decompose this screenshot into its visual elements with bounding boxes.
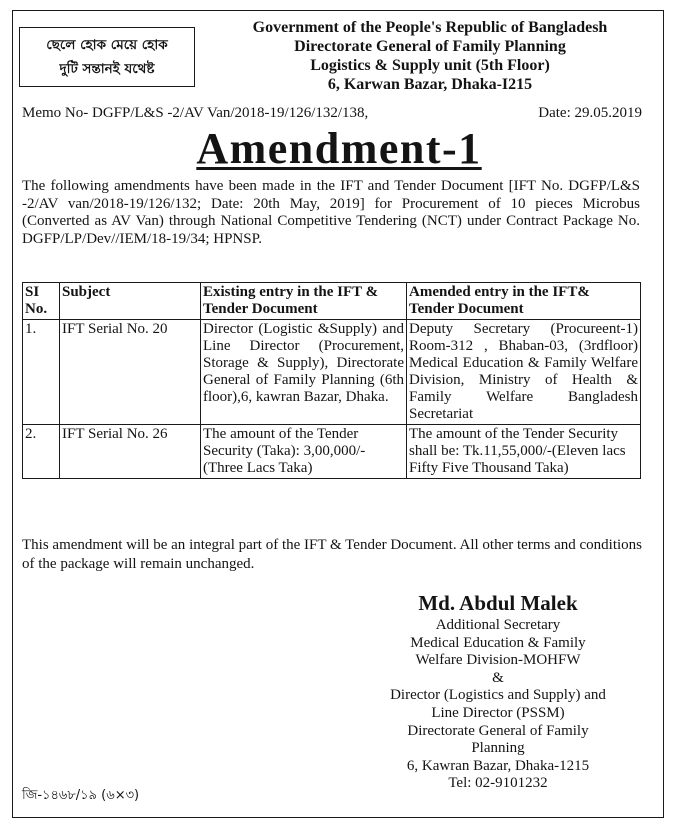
signatory-line: Tel: 02-9101232 <box>448 775 548 792</box>
signatory-line: & <box>492 669 504 686</box>
document-title <box>0 124 678 174</box>
family-planning-slogan-box <box>19 27 195 87</box>
header-subject: Subject <box>60 283 201 320</box>
memo-number: Memo No- DGFP/L&S -2/AV Van/2018-19/126/132/138, <box>22 105 369 121</box>
row-2-existing: The amount of the Tender Security (Taka): 3,00,000/-(Three Lacs Taka) <box>201 425 407 479</box>
table-row <box>23 425 641 479</box>
header-line-1: Government of the People's Republic of Bangladesh <box>252 19 608 36</box>
signatory-name: Md. Abdul Malek <box>418 591 578 615</box>
signatory-line: Additional Secretary <box>435 617 561 633</box>
amendment-table <box>22 282 641 479</box>
row-1-existing: Director (Logistic &Supply) and Line Director (Procurement, Storage & Supply), Directorate General of Family Planning (6th floor),6, kawran Bazar, Dhaka. <box>201 320 407 425</box>
header-sl: SI No. <box>23 283 60 320</box>
row-2-amended: The amount of the Tender Security shall be: Tk.11,55,000/-(Eleven lacs Fifty Five Thousand Taka) <box>407 425 641 479</box>
signatory-line: Welfare Division-MOHFW <box>415 652 581 669</box>
header-line-4: 6, Karwan Bazar, Dhaka-I215 <box>327 76 533 93</box>
signatory-line: Directorate General of Family <box>407 722 589 739</box>
signature-block <box>340 590 656 793</box>
slogan-line-1: ছেলে হোক মেয়ে হোক <box>46 37 168 53</box>
row-1-sl: 1. <box>23 320 60 425</box>
title-text: Amendment-1 <box>196 124 482 173</box>
header-line-2: Directorate General of Family Planning <box>294 38 566 55</box>
memo-date: Date: 29.05.2019 <box>538 105 642 121</box>
signatory-line: Medical Education & Family <box>410 634 586 651</box>
slogan-line-2: দুটি সন্তানই যথেষ্ট <box>59 61 155 77</box>
row-1-amended: Deputy Secretary (Procureent-1) Room-312 , Bhaban-03, (3rdfloor) Medical Education & Family Welfare Division, Ministry of Health & Family Welfare Bangladesh Secretariat <box>407 320 641 425</box>
row-2-sl: 2. <box>23 425 60 479</box>
table-row <box>23 320 641 425</box>
office-header <box>200 18 660 94</box>
header-existing: Existing entry in the IFT & Tender Document <box>201 283 407 320</box>
header-line-3: Logistics & Supply unit (5th Floor) <box>310 57 550 74</box>
closing-paragraph: This amendment will be an integral part of the IFT & Tender Document. All other terms and conditions of the package will remain unchanged. <box>22 537 642 572</box>
row-2-subject: IFT Serial No. 26 <box>60 425 201 479</box>
intro-paragraph: The following amendments have been made in the IFT and Tender Document [IFT No. DGFP/L&S -2/AV van/2018-19/126/132; Date: 20th May, 2019] for Procurement of 10 pieces Microbus (Converted as AV Van) through National Competitive Tendering (NCT) under Contract Package No. DGFP/LP/Dev//IEM/18-19/34; HPNSP. <box>22 178 640 247</box>
signatory-line: Line Director (PSSM) <box>431 704 565 721</box>
signatory-line: Planning <box>471 740 525 757</box>
header-amended: Amended entry in the IFT& Tender Document <box>407 283 641 320</box>
table-header-row <box>23 283 641 320</box>
signatory-line: Director (Logistics and Supply) and <box>390 687 606 704</box>
advertisement-code: জি-১৪৬৮/১৯ (৬×৩) <box>22 788 140 803</box>
row-1-subject: IFT Serial No. 20 <box>60 320 201 425</box>
memo-line <box>22 104 642 123</box>
signatory-line: 6, Kawran Bazar, Dhaka-1215 <box>406 757 590 774</box>
